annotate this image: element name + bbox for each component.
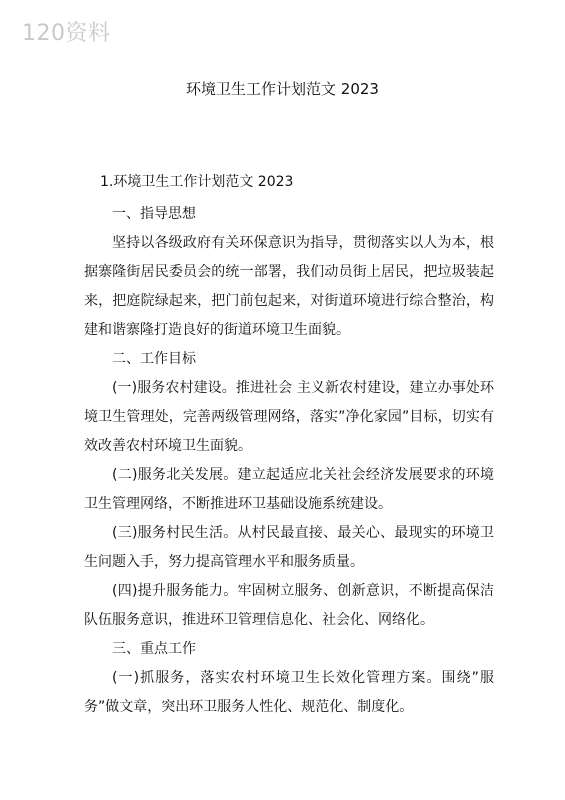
heading-guiding-ideology: 一、指导思想 [112,206,196,222]
paragraph: (一)抓服务，落实农村环境卫生长效化管理方案。围绕”服务”做文章，突出环卫服务人性化、规范化、制度化。 [84,670,494,715]
document-title: 环境卫生工作计划范文 2023 [186,80,379,98]
section-title: 1.环境卫生工作计划范文 2023 [100,174,294,190]
document-body [84,200,494,722]
paragraph: (一)服务农村建设。推进社会 主义新农村建设，建立办事处环境卫生管理处，完善两级管理网络，落实”净化家园”目标，切实有效改善农村环境卫生面貌。 [84,380,494,454]
paragraph: (二)服务北关发展。建立起适应北关社会经济发展要求的环境卫生管理网络，不断推进环卫基础设施系统建设。 [84,467,494,512]
heading-key-work: 三、重点工作 [112,641,196,657]
paragraph: 坚持以各级政府有关环保意识为指导，贯彻落实以人为本，根据寨隆街居民委员会的统一部署，我们动员街上居民，把垃圾装起来，把庭院绿起来，把门前包起来，对街道环境进行综合整治，构建和谐寨隆打造良好的街道环境卫生面貌。 [84,235,494,338]
watermark: 120资料 [22,21,111,46]
heading-work-goals: 二、工作目标 [112,351,196,367]
paragraph: (三)服务村民生活。从村民最直接、最关心、最现实的环境卫生问题入手，努力提高管理水平和服务质量。 [84,525,494,570]
paragraph: (四)提升服务能力。牢固树立服务、创新意识，不断提高保洁队伍服务意识，推进环卫管理信息化、社会化、网络化。 [84,583,494,628]
